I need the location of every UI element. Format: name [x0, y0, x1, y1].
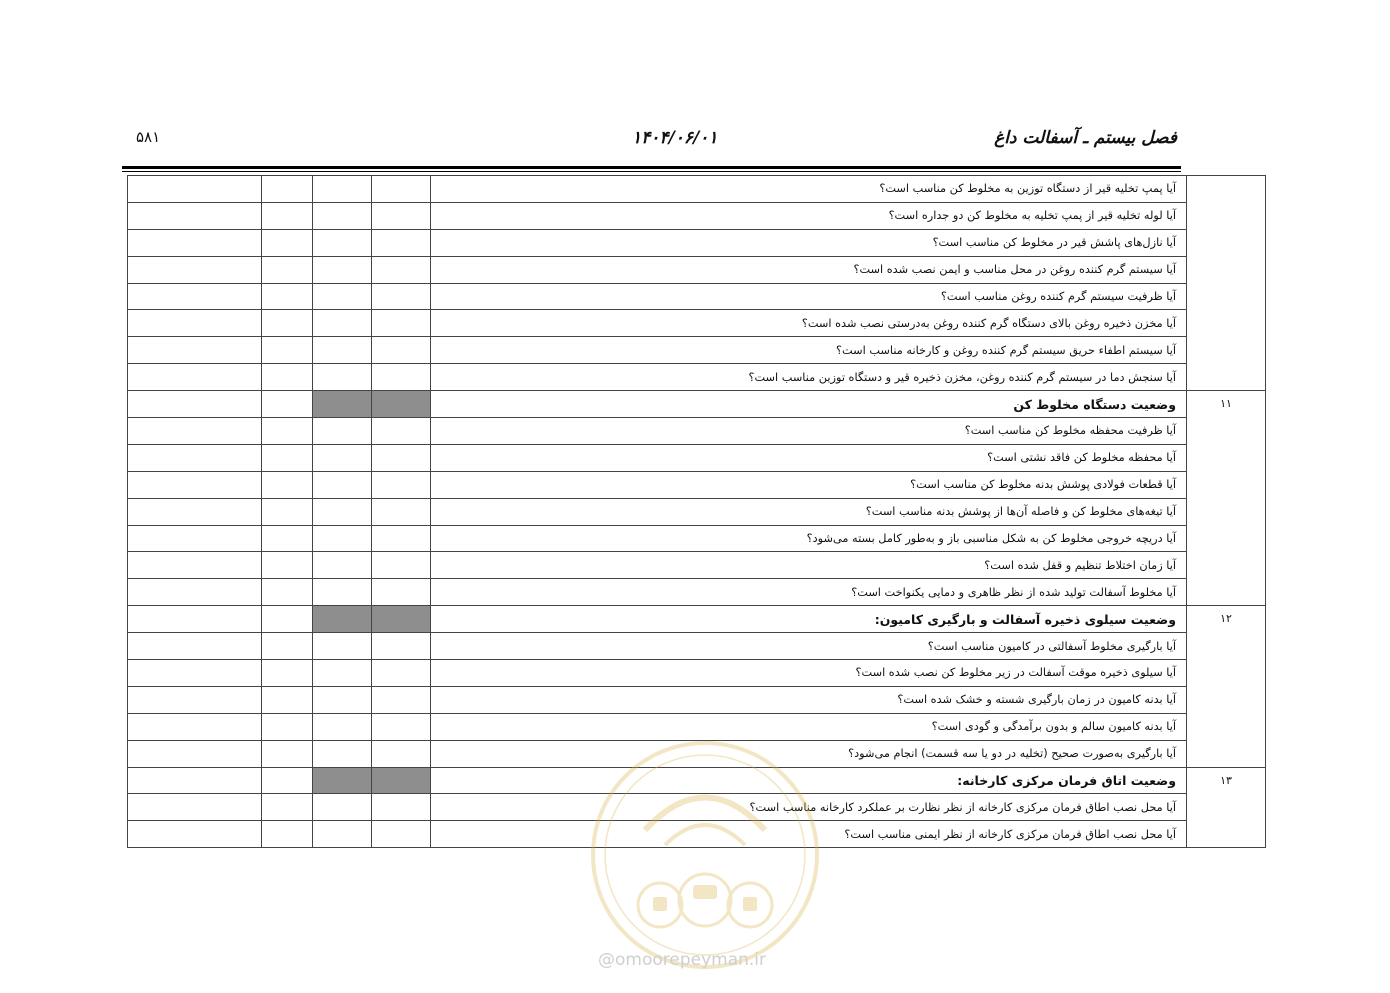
- answer-cell-na: [262, 391, 313, 418]
- row-number-cell: [1187, 176, 1266, 203]
- checklist-row: [128, 337, 1266, 364]
- section-heading-row: [128, 391, 1266, 418]
- answer-cell-yes: [372, 418, 431, 445]
- checklist-row: [128, 471, 1266, 498]
- answer-cell-na: [262, 686, 313, 713]
- remarks-cell: [128, 794, 262, 821]
- answer-cell-na: [262, 283, 313, 310]
- question-text: آیا سیلوی ذخیره موقت آسفالت در زیر مخلوط کن نصب شده است؟: [431, 660, 1187, 687]
- answer-cell-yes: [372, 337, 431, 364]
- remarks-cell: [128, 229, 262, 256]
- section-heading-row: [128, 606, 1266, 633]
- answer-cell-no: [313, 713, 372, 740]
- answer-cell-no: [313, 471, 372, 498]
- answer-cell-no: [313, 525, 372, 552]
- answer-cell-na: [262, 633, 313, 660]
- checklist-row: [128, 256, 1266, 283]
- answer-cell-no: [313, 633, 372, 660]
- answer-cell-yes: [372, 471, 431, 498]
- answer-cell-no: [313, 310, 372, 337]
- header-rule-thin: [122, 171, 1181, 172]
- answer-cell-na: [262, 525, 313, 552]
- answer-cell-na: [262, 740, 313, 767]
- section-heading: وضعیت دستگاه مخلوط کن: [431, 391, 1187, 418]
- question-text: آیا دریچه خروجی مخلوط کن به شکل مناسبی باز و به‌طور کامل بسته می‌شود؟: [431, 525, 1187, 552]
- answer-cell-yes: [372, 660, 431, 687]
- checklist-row: [128, 202, 1266, 229]
- question-text: آیا سنجش دما در سیستم گرم کننده روغن، مخزن ذخیره قیر و دستگاه توزین مناسب است؟: [431, 364, 1187, 391]
- remarks-cell: [128, 471, 262, 498]
- question-text: آیا مخزن ذخیره روغن بالای دستگاه گرم کننده روغن به‌درستی نصب شده است؟: [431, 310, 1187, 337]
- remarks-cell: [128, 256, 262, 283]
- answer-cell-na: [262, 418, 313, 445]
- answer-cell-na: [262, 337, 313, 364]
- question-text: آیا محل نصب اطاق فرمان مرکزی کارخانه از نظر ایمنی مناسب است؟: [431, 821, 1187, 848]
- answer-cell-na: [262, 310, 313, 337]
- row-number-cell: [1187, 525, 1266, 552]
- answer-cell-yes: [372, 794, 431, 821]
- remarks-cell: [128, 552, 262, 579]
- question-text: آیا مخلوط آسفالت تولید شده از نظر ظاهری و دمایی یکنواخت است؟: [431, 579, 1187, 606]
- answer-cell-no: [313, 552, 372, 579]
- answer-cell-yes: [372, 444, 431, 471]
- row-number-cell: [1187, 283, 1266, 310]
- row-number-cell: ۱۲: [1187, 606, 1266, 633]
- answer-cell-na: [262, 579, 313, 606]
- remarks-cell: [128, 498, 262, 525]
- answer-cell-no: [313, 767, 372, 794]
- answer-cell-na: [262, 660, 313, 687]
- checklist-row: [128, 364, 1266, 391]
- row-number-cell: [1187, 633, 1266, 660]
- row-number-cell: [1187, 202, 1266, 229]
- checklist-row: [128, 821, 1266, 848]
- answer-cell-no: [313, 686, 372, 713]
- answer-cell-na: [262, 444, 313, 471]
- remarks-cell: [128, 310, 262, 337]
- remarks-cell: [128, 579, 262, 606]
- answer-cell-no: [313, 740, 372, 767]
- question-text: آیا زمان اختلاط تنظیم و قفل شده است؟: [431, 552, 1187, 579]
- answer-cell-na: [262, 364, 313, 391]
- answer-cell-na: [262, 767, 313, 794]
- chapter-title: فصل بیستم ـ آسفالت داغ: [994, 128, 1177, 148]
- remarks-cell: [128, 686, 262, 713]
- answer-cell-no: [313, 229, 372, 256]
- answer-cell-na: [262, 498, 313, 525]
- row-number-cell: ۱۳: [1187, 767, 1266, 794]
- remarks-cell: [128, 364, 262, 391]
- answer-cell-no: [313, 606, 372, 633]
- checklist-row: [128, 283, 1266, 310]
- answer-cell-yes: [372, 310, 431, 337]
- answer-cell-no: [313, 256, 372, 283]
- answer-cell-na: [262, 176, 313, 203]
- row-number-cell: [1187, 256, 1266, 283]
- answer-cell-na: [262, 471, 313, 498]
- row-number-cell: [1187, 337, 1266, 364]
- remarks-cell: [128, 740, 262, 767]
- remarks-cell: [128, 283, 262, 310]
- answer-cell-no: [313, 337, 372, 364]
- row-number-cell: [1187, 444, 1266, 471]
- question-text: آیا محل نصب اطاق فرمان مرکزی کارخانه از نظر نظارت بر عملکرد کارخانه مناسب است؟: [431, 794, 1187, 821]
- question-text: آیا ظرفیت سیستم گرم کننده روغن مناسب است؟: [431, 283, 1187, 310]
- answer-cell-na: [262, 256, 313, 283]
- remarks-cell: [128, 202, 262, 229]
- answer-cell-na: [262, 229, 313, 256]
- answer-cell-yes: [372, 525, 431, 552]
- answer-cell-yes: [372, 283, 431, 310]
- remarks-cell: [128, 606, 262, 633]
- row-number-cell: [1187, 471, 1266, 498]
- question-text: آیا بدنه کامیون سالم و بدون برآمدگی و گودی است؟: [431, 713, 1187, 740]
- row-number-cell: ۱۱: [1187, 391, 1266, 418]
- checklist-row: [128, 498, 1266, 525]
- answer-cell-na: [262, 552, 313, 579]
- row-number-cell: [1187, 660, 1266, 687]
- answer-cell-no: [313, 391, 372, 418]
- checklist-table: [127, 175, 1266, 848]
- answer-cell-yes: [372, 202, 431, 229]
- answer-cell-yes: [372, 740, 431, 767]
- answer-cell-yes: [372, 579, 431, 606]
- answer-cell-yes: [372, 606, 431, 633]
- remarks-cell: [128, 391, 262, 418]
- answer-cell-no: [313, 579, 372, 606]
- answer-cell-yes: [372, 633, 431, 660]
- answer-cell-yes: [372, 391, 431, 418]
- answer-cell-no: [313, 364, 372, 391]
- remarks-cell: [128, 713, 262, 740]
- watermark-text: @omoorepeyman.ir: [598, 950, 767, 970]
- question-text: آیا سیستم اطفاء حریق سیستم گرم کننده روغن و کارخانه مناسب است؟: [431, 337, 1187, 364]
- answer-cell-no: [313, 444, 372, 471]
- checklist-row: [128, 660, 1266, 687]
- question-text: آیا پمپ تخلیه قیر از دستگاه توزین به مخلوط کن مناسب است؟: [431, 176, 1187, 203]
- remarks-cell: [128, 337, 262, 364]
- row-number-cell: [1187, 686, 1266, 713]
- answer-cell-na: [262, 713, 313, 740]
- remarks-cell: [128, 444, 262, 471]
- answer-cell-yes: [372, 552, 431, 579]
- row-number-cell: [1187, 364, 1266, 391]
- checklist-row: [128, 310, 1266, 337]
- answer-cell-yes: [372, 686, 431, 713]
- answer-cell-yes: [372, 821, 431, 848]
- row-number-cell: [1187, 821, 1266, 848]
- checklist-row: [128, 552, 1266, 579]
- question-text: آیا بدنه کامیون در زمان بارگیری شسته و خشک شده است؟: [431, 686, 1187, 713]
- remarks-cell: [128, 176, 262, 203]
- row-number-cell: [1187, 498, 1266, 525]
- question-text: آیا بارگیری به‌صورت صحیح (تخلیه در دو یا سه قسمت) انجام می‌شود؟: [431, 740, 1187, 767]
- question-text: آیا سیستم گرم کننده روغن در محل مناسب و ایمن نصب شده است؟: [431, 256, 1187, 283]
- answer-cell-no: [313, 498, 372, 525]
- question-text: آیا نازل‌های پاشش قیر در مخلوط کن مناسب است؟: [431, 229, 1187, 256]
- answer-cell-yes: [372, 176, 431, 203]
- checklist-row: [128, 444, 1266, 471]
- answer-cell-yes: [372, 256, 431, 283]
- row-number-cell: [1187, 310, 1266, 337]
- remarks-cell: [128, 660, 262, 687]
- row-number-cell: [1187, 740, 1266, 767]
- checklist-row: [128, 229, 1266, 256]
- question-text: آیا لوله تخلیه قیر از پمپ تخلیه به مخلوط کن دو جداره است؟: [431, 202, 1187, 229]
- remarks-cell: [128, 633, 262, 660]
- checklist-row: [128, 794, 1266, 821]
- page-number: ۵۸۱: [136, 128, 161, 146]
- document-date: ۱۴۰۴/۰۶/۰۱: [632, 128, 718, 148]
- section-heading: وضعیت سیلوی ذخیره آسفالت و بارگیری کامیون:: [431, 606, 1187, 633]
- answer-cell-yes: [372, 229, 431, 256]
- row-number-cell: [1187, 794, 1266, 821]
- checklist-row: [128, 633, 1266, 660]
- checklist-row: [128, 686, 1266, 713]
- answer-cell-no: [313, 202, 372, 229]
- question-text: آیا تیغه‌های مخلوط کن و فاصله آن‌ها از پوشش بدنه مناسب است؟: [431, 498, 1187, 525]
- answer-cell-no: [313, 794, 372, 821]
- remarks-cell: [128, 418, 262, 445]
- question-text: آیا محفظه مخلوط کن فاقد نشتی است؟: [431, 444, 1187, 471]
- answer-cell-na: [262, 821, 313, 848]
- checklist-row: [128, 176, 1266, 203]
- answer-cell-no: [313, 821, 372, 848]
- checklist-row: [128, 740, 1266, 767]
- row-number-cell: [1187, 418, 1266, 445]
- question-text: آیا ظرفیت محفظه مخلوط کن مناسب است؟: [431, 418, 1187, 445]
- row-number-cell: [1187, 713, 1266, 740]
- answer-cell-no: [313, 660, 372, 687]
- answer-cell-na: [262, 606, 313, 633]
- checklist-row: [128, 713, 1266, 740]
- remarks-cell: [128, 525, 262, 552]
- answer-cell-na: [262, 202, 313, 229]
- remarks-cell: [128, 821, 262, 848]
- answer-cell-no: [313, 283, 372, 310]
- section-heading: وضعیت اتاق فرمان مرکزی کارخانه:: [431, 767, 1187, 794]
- remarks-cell: [128, 767, 262, 794]
- answer-cell-yes: [372, 713, 431, 740]
- header-rule-thick: [122, 166, 1181, 169]
- section-heading-row: [128, 767, 1266, 794]
- answer-cell-yes: [372, 767, 431, 794]
- checklist-row: [128, 525, 1266, 552]
- row-number-cell: [1187, 229, 1266, 256]
- answer-cell-na: [262, 794, 313, 821]
- answer-cell-yes: [372, 364, 431, 391]
- question-text: آیا بارگیری مخلوط آسفالتی در کامیون مناسب است؟: [431, 633, 1187, 660]
- answer-cell-yes: [372, 498, 431, 525]
- checklist-row: [128, 418, 1266, 445]
- answer-cell-no: [313, 176, 372, 203]
- row-number-cell: [1187, 579, 1266, 606]
- checklist-body: [128, 176, 1266, 848]
- row-number-cell: [1187, 552, 1266, 579]
- answer-cell-no: [313, 418, 372, 445]
- checklist-row: [128, 579, 1266, 606]
- question-text: آیا قطعات فولادی پوشش بدنه مخلوط کن مناسب است؟: [431, 471, 1187, 498]
